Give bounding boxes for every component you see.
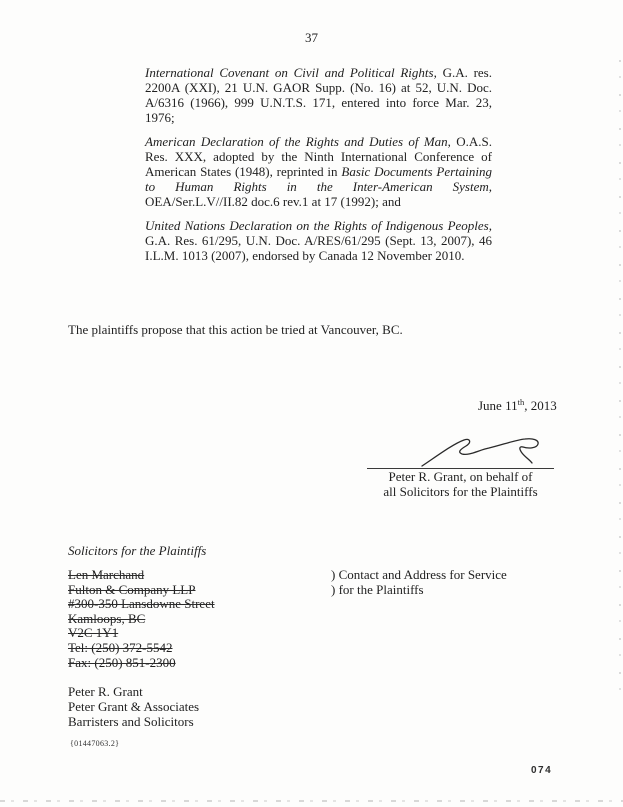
date-ordinal-suffix: th: [517, 397, 525, 407]
service-notes: [331, 568, 507, 597]
citation-body: OEA/Ser.L.V//II.82 doc.6 rev.1 at 17 (1992); and: [145, 194, 401, 209]
citation-title: International Covenant on Civil and Political Rights,: [145, 65, 437, 80]
scan-artifact-bottom-edge: [0, 800, 623, 802]
struck-line: Len Marchand: [68, 567, 145, 582]
document-control-number: {01447063.2}: [70, 739, 120, 748]
signature-line: [367, 432, 554, 469]
date-suffix: , 2013: [524, 398, 557, 413]
citation-title: United Nations Declaration on the Rights of Indigenous Peoples,: [145, 218, 492, 233]
signature-date: [478, 398, 557, 414]
struck-line: V2C 1Y1: [68, 625, 119, 641]
date-prefix: June 11: [478, 398, 518, 413]
struck-line: Kamloops, BC: [68, 610, 146, 626]
firm-role: Barristers and Solicitors: [68, 714, 194, 730]
bates-stamp-number: 074: [531, 765, 553, 776]
citation-american-declaration: [145, 134, 492, 209]
solicitors-heading: Solicitors for the Plaintiffs: [68, 543, 207, 558]
current-solicitor-info: [68, 684, 199, 730]
former-solicitor-address: [68, 568, 215, 670]
signature-attribution-line1: Peter R. Grant, on behalf of: [388, 469, 533, 484]
citation-undrip: [145, 218, 492, 263]
struck-line: Tel: (250) 372-5542: [68, 639, 173, 655]
signature-attribution-line2: all Solicitors for the Plaintiffs: [383, 484, 538, 499]
citation-body: G.A. res. 2200A (XXI), 21 U.N. GAOR Supp. (No. 16) at 52, U.N. Doc. A/6316 (1966), 999 U.N.T.S. 171, entered into force Mar. 23, 1976;: [145, 65, 492, 125]
signature-block: [367, 432, 554, 499]
struck-line: Fax: (250) 851-2300: [68, 654, 176, 670]
page-number: 37: [305, 30, 318, 45]
trial-location-statement: The plaintiffs propose that this action be tried at Vancouver, BC.: [68, 322, 403, 337]
service-note-line: ) for the Plaintiffs: [331, 581, 424, 597]
citation-title: American Declaration of the Rights and Duties of Man: [145, 134, 448, 149]
citation-iccpr: [145, 65, 492, 125]
service-note-line: ) Contact and Address for Service: [331, 567, 507, 582]
citation-list: [145, 65, 492, 272]
citation-body: G.A. Res. 61/295, U.N. Doc. A/RES/61/295 (Sept. 13, 2007), 46 I.L.M. 1013 (2007), endorsed by Canada 12 November 2010.: [145, 233, 492, 263]
citation-subtitle: Basic Documents Pertaining to Human Rights in the Inter-American System,: [145, 164, 492, 194]
signature-scribble: [367, 432, 554, 468]
firm-name: Peter Grant & Associates: [68, 699, 200, 715]
scan-artifact-right-edge: [619, 60, 621, 700]
solicitor-name: Peter R. Grant: [68, 684, 143, 699]
struck-line: #300-350 Lansdowne Street: [68, 596, 215, 612]
citation-body: , O.A.S. Res. XXX, adopted by the Ninth International Conference of American States (1948), reprinted in: [145, 134, 492, 179]
struck-line: Fulton & Company LLP: [68, 581, 196, 597]
